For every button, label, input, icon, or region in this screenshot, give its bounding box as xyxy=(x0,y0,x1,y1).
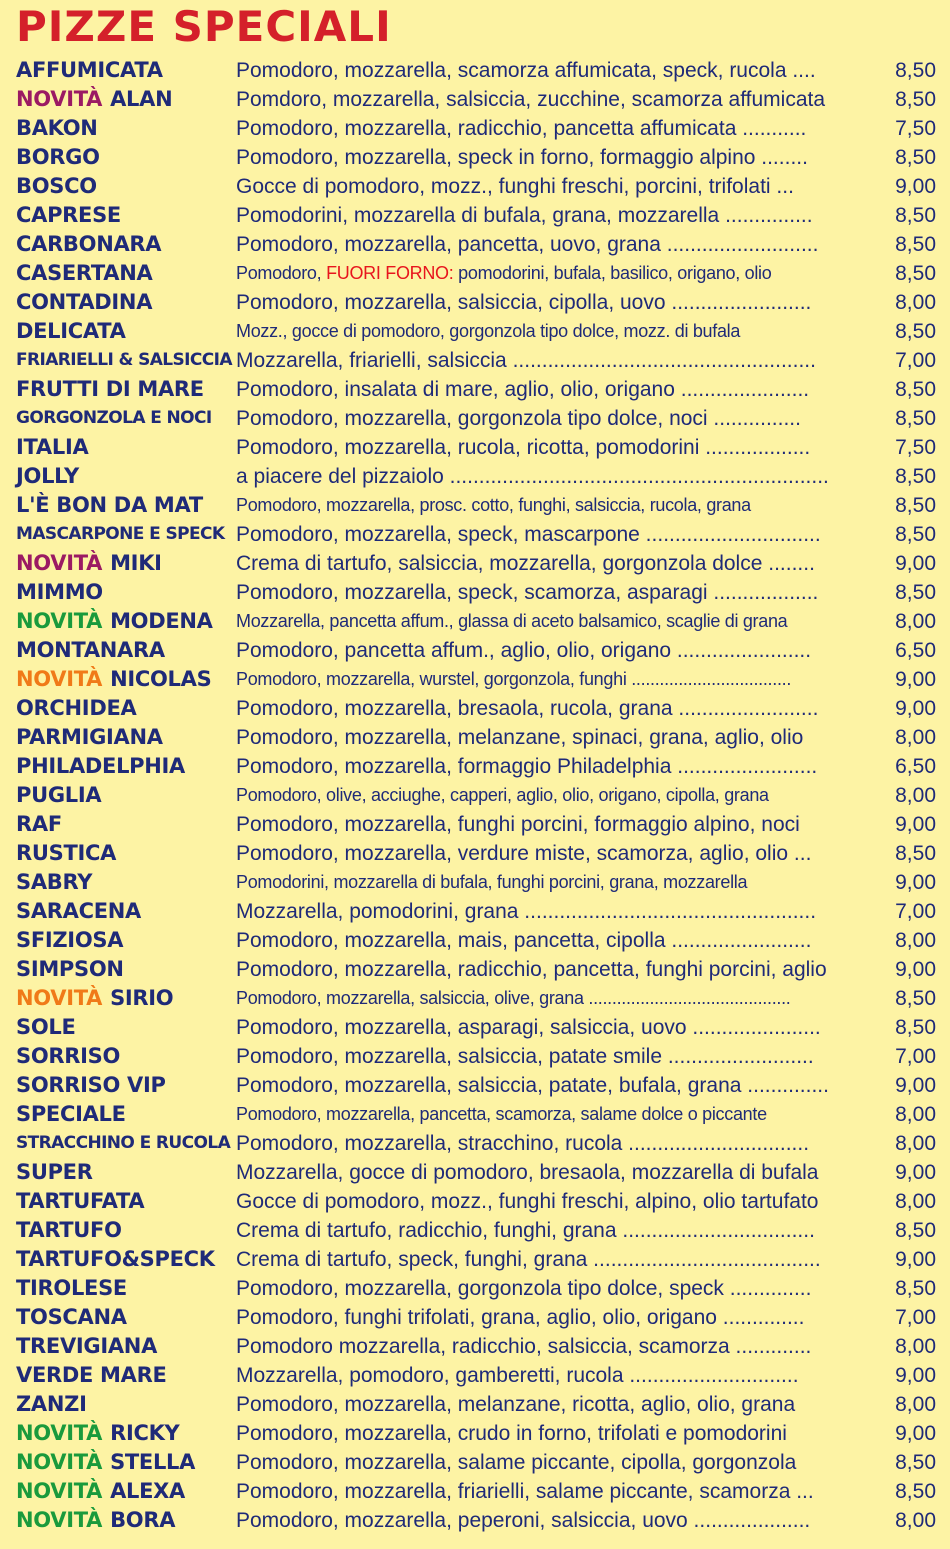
pizza-name xyxy=(16,607,213,636)
pizza-description: Pomodoro, mozzarella, salsiccia, olive, grana ........................................... xyxy=(236,988,791,1008)
menu-item xyxy=(0,810,950,839)
menu-item xyxy=(0,665,950,694)
pizza-name-text: PARMIGIANA xyxy=(16,725,163,749)
pizza-name xyxy=(16,1332,157,1361)
pizza-description: Mozzarella, friarielli, salsiccia .................................................... xyxy=(236,349,816,372)
menu-item xyxy=(0,1274,950,1303)
pizza-name xyxy=(16,1158,93,1187)
pizza-name xyxy=(16,1100,126,1129)
pizza-name xyxy=(16,404,212,433)
pizza-price: 7,50 xyxy=(895,436,936,459)
menu-item xyxy=(0,375,950,404)
pizza-name xyxy=(16,810,62,839)
menu-item xyxy=(0,1216,950,1245)
pizza-name-text: CARBONARA xyxy=(16,232,162,256)
menu-item xyxy=(0,926,950,955)
pizza-description: Mozzarella, pomodorini, grana .................................................. xyxy=(236,900,817,923)
pizza-name-text: BORA xyxy=(110,1508,176,1532)
pizza-name xyxy=(16,897,141,926)
pizza-description: Pomodoro, mozzarella, asparagi, salsiccia, uovo ...................... xyxy=(236,1016,821,1039)
pizza-description: Mozz., gocce di pomodoro, gorgonzola tipo dolce, mozz. di bufala xyxy=(236,321,741,341)
pizza-name-text: CASERTANA xyxy=(16,261,153,285)
pizza-description: Pomodoro mozzarella, radicchio, salsiccia, scamorza ............. xyxy=(236,1335,812,1358)
pizza-price: 8,00 xyxy=(895,726,936,749)
menu-item xyxy=(0,839,950,868)
pizza-price: 8,50 xyxy=(895,146,936,169)
pizza-price: 8,50 xyxy=(895,523,936,546)
pizza-description: Crema di tartufo, radicchio, funghi, grana ................................. xyxy=(236,1219,815,1242)
pizza-price: 8,00 xyxy=(895,929,936,952)
pizza-name xyxy=(16,1013,76,1042)
pizza-name xyxy=(16,1448,195,1477)
pizza-description: Pomodoro, mozzarella, speck, scamorza, asparagi .................. xyxy=(236,581,819,604)
pizza-description: Pomodoro, mozzarella, rucola, ricotta, pomodorini .................. xyxy=(236,436,811,459)
pizza-name-text: ZANZI xyxy=(16,1392,87,1416)
description-part: pomodorini, bufala, basilico, origano, olio xyxy=(453,263,772,283)
pizza-name xyxy=(16,839,116,868)
menu-item xyxy=(0,114,950,143)
pizza-description: Pomodoro, mozzarella, melanzane, ricotta, aglio, olio, grana xyxy=(236,1393,796,1416)
pizza-description: Pomodoro, mozzarella, pancetta, uovo, grana .......................... xyxy=(236,233,819,256)
menu-item xyxy=(0,433,950,462)
menu-item xyxy=(0,317,950,346)
menu-item xyxy=(0,549,950,578)
pizza-name-text: RAF xyxy=(16,812,62,836)
pizza-list xyxy=(0,56,950,1535)
menu-item xyxy=(0,1506,950,1535)
pizza-price: 8,50 xyxy=(895,842,936,865)
pizza-name xyxy=(16,85,172,114)
highlight-text: FUORI FORNO: xyxy=(326,263,454,283)
pizza-name xyxy=(16,926,123,955)
pizza-description: Pomodoro, mozzarella, stracchino, rucola ............................... xyxy=(236,1132,810,1155)
menu-item xyxy=(0,1100,950,1129)
pizza-name-text: MASCARPONE E SPECK xyxy=(16,524,225,544)
pizza-price: 8,50 xyxy=(895,262,936,285)
pizza-name-text: BORGO xyxy=(16,145,100,169)
pizza-name-text: SOLE xyxy=(16,1015,76,1039)
pizza-price: 8,50 xyxy=(895,1480,936,1503)
pizza-price: 9,00 xyxy=(895,175,936,198)
pizza-name xyxy=(16,1361,167,1390)
pizza-description: Pomodoro, mozzarella, salsiccia, patate, bufala, grana .............. xyxy=(236,1074,829,1097)
pizza-price: 9,00 xyxy=(895,1422,936,1445)
pizza-name xyxy=(16,172,97,201)
pizza-price: 6,50 xyxy=(895,755,936,778)
pizza-name-text: ITALIA xyxy=(16,435,89,459)
pizza-name xyxy=(16,1419,179,1448)
pizza-description: Mozzarella, pancetta affum., glassa di aceto balsamico, scaglie di grana xyxy=(236,611,788,631)
pizza-name xyxy=(16,259,152,288)
pizza-name xyxy=(16,694,136,723)
pizza-name xyxy=(16,230,161,259)
pizza-description: Pomodoro, olive, acciughe, capperi, aglio, olio, origano, cipolla, grana xyxy=(236,785,769,805)
pizza-name xyxy=(16,1129,230,1158)
menu-item xyxy=(0,1129,950,1158)
pizza-name-text: CAPRESE xyxy=(16,203,121,227)
menu-item xyxy=(0,491,950,520)
novita-badge: NOVITÀ xyxy=(16,986,103,1010)
pizza-name xyxy=(16,201,121,230)
pizza-description xyxy=(236,259,872,288)
menu-item xyxy=(0,752,950,781)
pizza-name xyxy=(16,462,79,491)
pizza-price: 9,00 xyxy=(895,552,936,575)
description-part: Pomodoro, xyxy=(236,263,327,283)
pizza-name-text: DELICATA xyxy=(16,319,126,343)
pizza-price: 8,00 xyxy=(895,1393,936,1416)
pizza-price: 8,00 xyxy=(895,1132,936,1155)
pizza-name-text: GORGONZOLA E NOCI xyxy=(16,408,212,428)
menu-item xyxy=(0,723,950,752)
pizza-price: 9,00 xyxy=(895,1161,936,1184)
pizza-name-text: SUPER xyxy=(16,1160,93,1184)
pizza-name xyxy=(16,1071,166,1100)
pizza-name-text: AFFUMICATA xyxy=(16,58,163,82)
menu-item xyxy=(0,1013,950,1042)
pizza-price: 9,00 xyxy=(895,1074,936,1097)
pizza-description: Pomodoro, mozzarella, pancetta, scamorza, salame dolce o piccante xyxy=(236,1104,767,1124)
novita-badge: NOVITÀ xyxy=(16,1450,103,1474)
menu-item xyxy=(0,288,950,317)
pizza-name-text: ALEXA xyxy=(110,1479,186,1503)
pizza-price: 8,50 xyxy=(895,987,936,1010)
pizza-description: Pomodoro, pancetta affum., aglio, olio, origano ....................... xyxy=(236,639,812,662)
menu-item xyxy=(0,172,950,201)
pizza-name xyxy=(16,1216,122,1245)
pizza-name-text: MODENA xyxy=(110,609,213,633)
pizza-description: Pomodoro, mozzarella, prosc. cotto, funghi, salsiccia, rucola, grana xyxy=(236,495,751,515)
pizza-name-text: FRIARIELLI & SALSICCIA xyxy=(16,350,232,370)
pizza-name-text: CONTADINA xyxy=(16,290,153,314)
pizza-name-text: MIKI xyxy=(110,551,162,575)
pizza-name xyxy=(16,723,163,752)
novita-badge: NOVITÀ xyxy=(16,87,103,111)
pizza-price: 8,50 xyxy=(895,233,936,256)
pizza-name xyxy=(16,1506,175,1535)
pizza-price: 8,50 xyxy=(895,581,936,604)
pizza-name-text: RICKY xyxy=(110,1421,180,1445)
pizza-name-text: SIRIO xyxy=(110,986,174,1010)
menu-item xyxy=(0,201,950,230)
pizza-description: Pomodoro, mozzarella, crudo in forno, trifolati e pomodorini xyxy=(236,1422,787,1445)
pizza-name xyxy=(16,781,101,810)
pizza-description: Pomodoro, insalata di mare, aglio, olio, origano ...................... xyxy=(236,378,810,401)
pizza-description: Pomodoro, mozzarella, salsiccia, cipolla, uovo ........................ xyxy=(236,291,812,314)
pizza-description: Gocce di pomodoro, mozz., funghi freschi, alpino, olio tartufato xyxy=(236,1190,819,1213)
pizza-description: Pomodoro, mozzarella, wurstel, gorgonzola, funghi .................................. xyxy=(236,669,792,689)
pizza-name xyxy=(16,955,124,984)
pizza-description: Pomodorini, mozzarella di bufala, funghi porcini, grana, mozzarella xyxy=(236,872,748,892)
menu-item xyxy=(0,230,950,259)
pizza-price: 8,50 xyxy=(895,1277,936,1300)
menu-item xyxy=(0,955,950,984)
menu-item xyxy=(0,259,950,288)
menu-item xyxy=(0,781,950,810)
pizza-description: Pomodoro, mozzarella, peperoni, salsiccia, uovo .................... xyxy=(236,1509,811,1532)
pizza-description: Crema di tartufo, speck, funghi, grana ....................................... xyxy=(236,1248,821,1271)
pizza-description: Pomodoro, mozzarella, formaggio Philadelphia ........................ xyxy=(236,755,818,778)
pizza-price: 8,50 xyxy=(895,1451,936,1474)
pizza-name-text: TARTUFATA xyxy=(16,1189,145,1213)
pizza-description: Pomodoro, mozzarella, speck in forno, formaggio alpino ........ xyxy=(236,146,808,169)
pizza-description: Pomodoro, mozzarella, funghi porcini, formaggio alpino, noci xyxy=(236,813,800,836)
pizza-price: 8,00 xyxy=(895,291,936,314)
pizza-name-text: VERDE MARE xyxy=(16,1363,167,1387)
menu-item xyxy=(0,1390,950,1419)
pizza-name xyxy=(16,549,162,578)
pizza-name-text: TOSCANA xyxy=(16,1305,127,1329)
pizza-name-text: TARTUFO xyxy=(16,1218,122,1242)
page-title: PIZZE SPECIALI xyxy=(16,2,392,51)
menu-item xyxy=(0,868,950,897)
pizza-name xyxy=(16,288,152,317)
pizza-price: 7,50 xyxy=(895,117,936,140)
pizza-description: Pomodoro, mozzarella, salame piccante, cipolla, gorgonzola xyxy=(236,1451,797,1474)
menu-item xyxy=(0,1245,950,1274)
pizza-description: Pomodoro, mozzarella, salsiccia, patate smile ......................... xyxy=(236,1045,814,1068)
pizza-name-text: SORRISO xyxy=(16,1044,121,1068)
pizza-description: Pomdoro, mozzarella, salsiccia, zucchine, scamorza affumicata xyxy=(236,88,826,111)
pizza-price: 8,50 xyxy=(895,465,936,488)
pizza-name xyxy=(16,346,232,375)
pizza-description: Pomodoro, mozzarella, gorgonzola tipo dolce, speck .............. xyxy=(236,1277,812,1300)
pizza-name-text: L'È BON DA MAT xyxy=(16,493,203,517)
menu-item xyxy=(0,143,950,172)
pizza-name xyxy=(16,868,92,897)
menu-item xyxy=(0,578,950,607)
pizza-description: Pomodoro, mozzarella, speck, mascarpone .............................. xyxy=(236,523,821,546)
pizza-price: 7,00 xyxy=(895,1306,936,1329)
menu-item xyxy=(0,85,950,114)
pizza-name xyxy=(16,1390,87,1419)
pizza-name xyxy=(16,433,88,462)
pizza-name xyxy=(16,665,211,694)
pizza-name-text: FRUTTI DI MARE xyxy=(16,377,204,401)
pizza-price: 6,50 xyxy=(895,639,936,662)
pizza-name-text: PHILADELPHIA xyxy=(16,754,186,778)
novita-badge: NOVITÀ xyxy=(16,551,103,575)
pizza-price: 8,50 xyxy=(895,378,936,401)
menu-item xyxy=(0,984,950,1013)
pizza-price: 8,50 xyxy=(895,320,936,343)
pizza-price: 8,50 xyxy=(895,407,936,430)
menu-item xyxy=(0,1477,950,1506)
pizza-description: Pomodoro, mozzarella, friarielli, salame piccante, scamorza ... xyxy=(236,1480,814,1503)
menu-item xyxy=(0,346,950,375)
pizza-price: 9,00 xyxy=(895,668,936,691)
pizza-name-text: ALAN xyxy=(110,87,173,111)
pizza-name-text: SORRISO VIP xyxy=(16,1073,166,1097)
pizza-description: Crema di tartufo, salsiccia, mozzarella, gorgonzola dolce ........ xyxy=(236,552,815,575)
pizza-description: Pomodoro, mozzarella, mais, pancetta, cipolla ........................ xyxy=(236,929,812,952)
menu-item xyxy=(0,462,950,491)
pizza-name-text: MONTANARA xyxy=(16,638,165,662)
pizza-name xyxy=(16,520,224,549)
pizza-description: Mozzarella, gocce di pomodoro, bresaola, mozzarella di bufala xyxy=(236,1161,819,1184)
menu-item xyxy=(0,1158,950,1187)
pizza-description: Pomodoro, funghi trifolati, grana, aglio, olio, origano .............. xyxy=(236,1306,805,1329)
pizza-description: Pomodoro, mozzarella, gorgonzola tipo dolce, noci ............... xyxy=(236,407,801,430)
pizza-price: 8,50 xyxy=(895,1219,936,1242)
pizza-description: Pomodoro, mozzarella, radicchio, pancetta, funghi porcini, aglio xyxy=(236,958,827,981)
pizza-name-text: RUSTICA xyxy=(16,841,117,865)
menu-item xyxy=(0,1332,950,1361)
pizza-description: a piacere del pizzaiolo ................................................................. xyxy=(236,465,829,488)
pizza-name-text: SFIZIOSA xyxy=(16,928,124,952)
pizza-name xyxy=(16,1477,185,1506)
menu-item xyxy=(0,1419,950,1448)
novita-badge: NOVITÀ xyxy=(16,1479,103,1503)
menu-item xyxy=(0,1448,950,1477)
pizza-name-text: MIMMO xyxy=(16,580,103,604)
pizza-name-text: STELLA xyxy=(110,1450,196,1474)
menu-item xyxy=(0,1303,950,1332)
pizza-name xyxy=(16,491,203,520)
pizza-name-text: TREVIGIANA xyxy=(16,1334,158,1358)
menu-item xyxy=(0,607,950,636)
pizza-price: 8,50 xyxy=(895,1016,936,1039)
pizza-name xyxy=(16,752,185,781)
menu-item xyxy=(0,1071,950,1100)
novita-badge: NOVITÀ xyxy=(16,667,103,691)
pizza-name xyxy=(16,1042,120,1071)
pizza-description: Pomodoro, mozzarella, bresaola, rucola, grana ........................ xyxy=(236,697,819,720)
pizza-name xyxy=(16,1303,127,1332)
pizza-price: 7,00 xyxy=(895,1045,936,1068)
pizza-price: 9,00 xyxy=(895,958,936,981)
menu-item xyxy=(0,636,950,665)
pizza-price: 9,00 xyxy=(895,813,936,836)
pizza-name-text: STRACCHINO E RUCOLA xyxy=(16,1133,231,1153)
pizza-price: 9,00 xyxy=(895,871,936,894)
pizza-description: Pomodoro, mozzarella, melanzane, spinaci, grana, aglio, olio xyxy=(236,726,804,749)
pizza-price: 8,00 xyxy=(895,1509,936,1532)
pizza-price: 8,00 xyxy=(895,610,936,633)
pizza-name xyxy=(16,636,165,665)
menu-item xyxy=(0,56,950,85)
pizza-description: Gocce di pomodoro, mozz., funghi freschi, porcini, trifolati ... xyxy=(236,175,794,198)
pizza-price: 8,00 xyxy=(895,784,936,807)
menu-item xyxy=(0,1187,950,1216)
pizza-price: 7,00 xyxy=(895,900,936,923)
pizza-name-text: PUGLIA xyxy=(16,783,102,807)
pizza-name-text: TARTUFO&SPECK xyxy=(16,1247,215,1271)
novita-badge: NOVITÀ xyxy=(16,609,103,633)
pizza-name xyxy=(16,1274,127,1303)
pizza-name-text: BAKON xyxy=(16,116,98,140)
pizza-name xyxy=(16,984,173,1013)
pizza-name-text: ORCHIDEA xyxy=(16,696,137,720)
pizza-name-text: TIROLESE xyxy=(16,1276,127,1300)
menu-item xyxy=(0,694,950,723)
pizza-description: Mozzarella, pomodoro, gamberetti, rucola ............................. xyxy=(236,1364,799,1387)
pizza-price: 8,00 xyxy=(895,1190,936,1213)
menu-item xyxy=(0,1042,950,1071)
pizza-description: Pomodoro, mozzarella, radicchio, pancetta affumicata ........... xyxy=(236,117,807,140)
pizza-name-text: SABRY xyxy=(16,870,93,894)
pizza-price: 8,50 xyxy=(895,494,936,517)
novita-badge: NOVITÀ xyxy=(16,1421,103,1445)
pizza-name-text: BOSCO xyxy=(16,174,97,198)
pizza-price: 7,00 xyxy=(895,349,936,372)
pizza-name xyxy=(16,1245,215,1274)
pizza-name xyxy=(16,114,98,143)
pizza-name xyxy=(16,375,204,404)
pizza-price: 8,00 xyxy=(895,1103,936,1126)
menu-item xyxy=(0,404,950,433)
pizza-name xyxy=(16,56,163,85)
pizza-description: Pomodorini, mozzarella di bufala, grana, mozzarella ............... xyxy=(236,204,813,227)
menu-item xyxy=(0,897,950,926)
pizza-name-text: SARACENA xyxy=(16,899,141,923)
pizza-price: 9,00 xyxy=(895,697,936,720)
pizza-name-text: JOLLY xyxy=(16,464,79,488)
pizza-name xyxy=(16,1187,144,1216)
pizza-price: 9,00 xyxy=(895,1364,936,1387)
pizza-price: 8,50 xyxy=(895,204,936,227)
pizza-name-text: SPECIALE xyxy=(16,1102,126,1126)
pizza-name xyxy=(16,317,126,346)
pizza-name-text: SIMPSON xyxy=(16,957,124,981)
menu-item xyxy=(0,520,950,549)
pizza-description: Pomodoro, mozzarella, verdure miste, scamorza, aglio, olio ... xyxy=(236,842,812,865)
pizza-price: 8,00 xyxy=(895,1335,936,1358)
pizza-name xyxy=(16,578,103,607)
pizza-price: 8,50 xyxy=(895,88,936,111)
pizza-price: 9,00 xyxy=(895,1248,936,1271)
pizza-price: 8,50 xyxy=(895,59,936,82)
novita-badge: NOVITÀ xyxy=(16,1508,103,1532)
menu-item xyxy=(0,1361,950,1390)
pizza-description: Pomodoro, mozzarella, scamorza affumicata, speck, rucola .... xyxy=(236,59,816,82)
pizza-name xyxy=(16,143,100,172)
pizza-name-text: NICOLAS xyxy=(110,667,212,691)
